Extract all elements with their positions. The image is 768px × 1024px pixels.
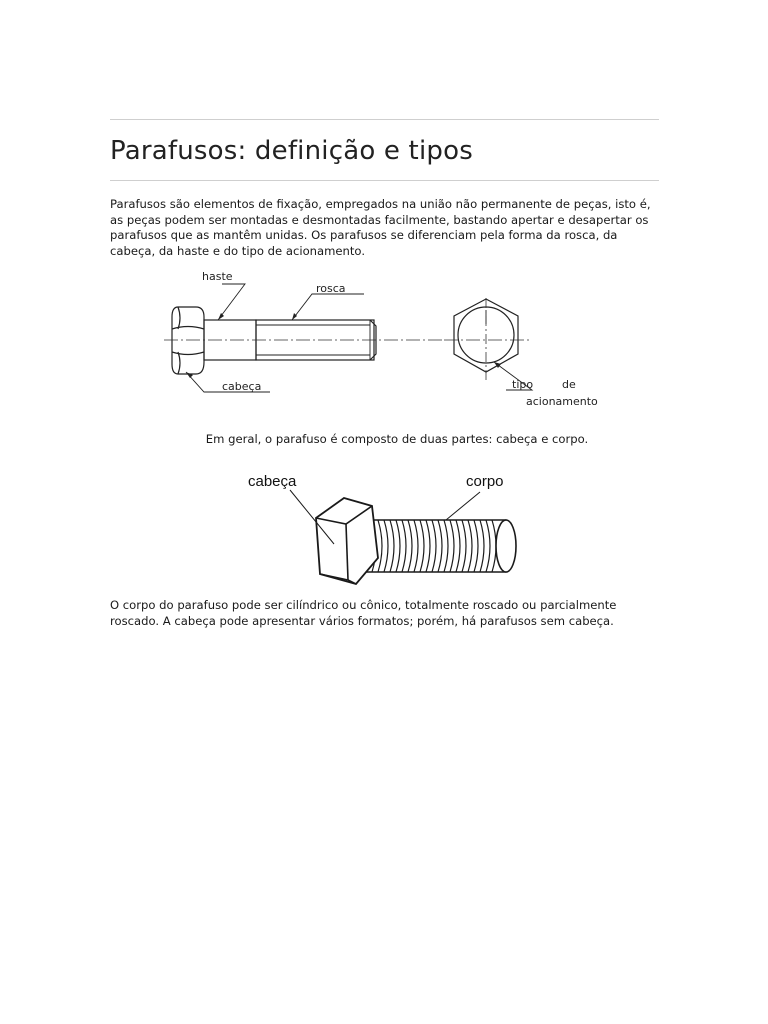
thread-arc: [378, 520, 382, 572]
bolt-head-side: [172, 307, 204, 374]
thread-arc: [456, 520, 460, 572]
thread-arc: [474, 520, 478, 572]
closing-paragraph: O corpo do parafuso pode ser cilíndrico ou cônico, totalmente roscado ou parcialmente roscado. A cabeça pode apresentar vários formatos; porém, há parafusos sem cabeça.: [110, 598, 617, 628]
thread-arc: [462, 520, 466, 572]
thread-arc: [390, 520, 394, 572]
label-de: de: [562, 378, 576, 391]
thread-arc: [486, 520, 490, 572]
label-cabeca-technical: cabeça: [222, 380, 262, 393]
bolt-technical-drawing: [160, 262, 620, 412]
thread-arc: [438, 520, 442, 572]
thread-arc: [414, 520, 418, 572]
intro-paragraph: Parafusos são elementos de fixação, empregados na união não permanente de peças, isto é, as peças podem ser montadas e desmontadas facilmente, bastando apertar e desapertar os parafusos que as mantêm unidas. Os parafusos se diferenciam pela forma da rosca, da cabeça, da haste e do tipo de acionamento.: [110, 197, 651, 258]
thread-lines: [372, 520, 496, 572]
label-cabeca-3d: cabeça: [248, 473, 297, 490]
figure-caption: Em geral, o parafuso é composto de duas partes: cabeça e corpo.: [205, 432, 589, 446]
top-divider: [110, 119, 659, 120]
thread-arc: [408, 520, 412, 572]
thread-arc: [480, 520, 484, 572]
thread-arc: [444, 520, 448, 572]
title-divider: [110, 180, 659, 181]
thread-arc: [396, 520, 400, 572]
thread-arc: [402, 520, 406, 572]
thread-arc: [384, 520, 388, 572]
thread-arc: [432, 520, 436, 572]
label-corpo: corpo: [466, 473, 504, 490]
thread-arc: [468, 520, 472, 572]
thread-arc: [426, 520, 430, 572]
bolt-3d-drawing: [240, 468, 530, 594]
label-tipo: tipo: [512, 378, 534, 391]
thread-arc: [450, 520, 454, 572]
label-acionamento: acionamento: [526, 395, 598, 408]
page-title: Parafusos: definição e tipos: [110, 136, 473, 166]
label-rosca: rosca: [316, 282, 346, 295]
label-haste: haste: [202, 270, 233, 283]
bolt-tip: [496, 520, 516, 572]
thread-arc: [420, 520, 424, 572]
